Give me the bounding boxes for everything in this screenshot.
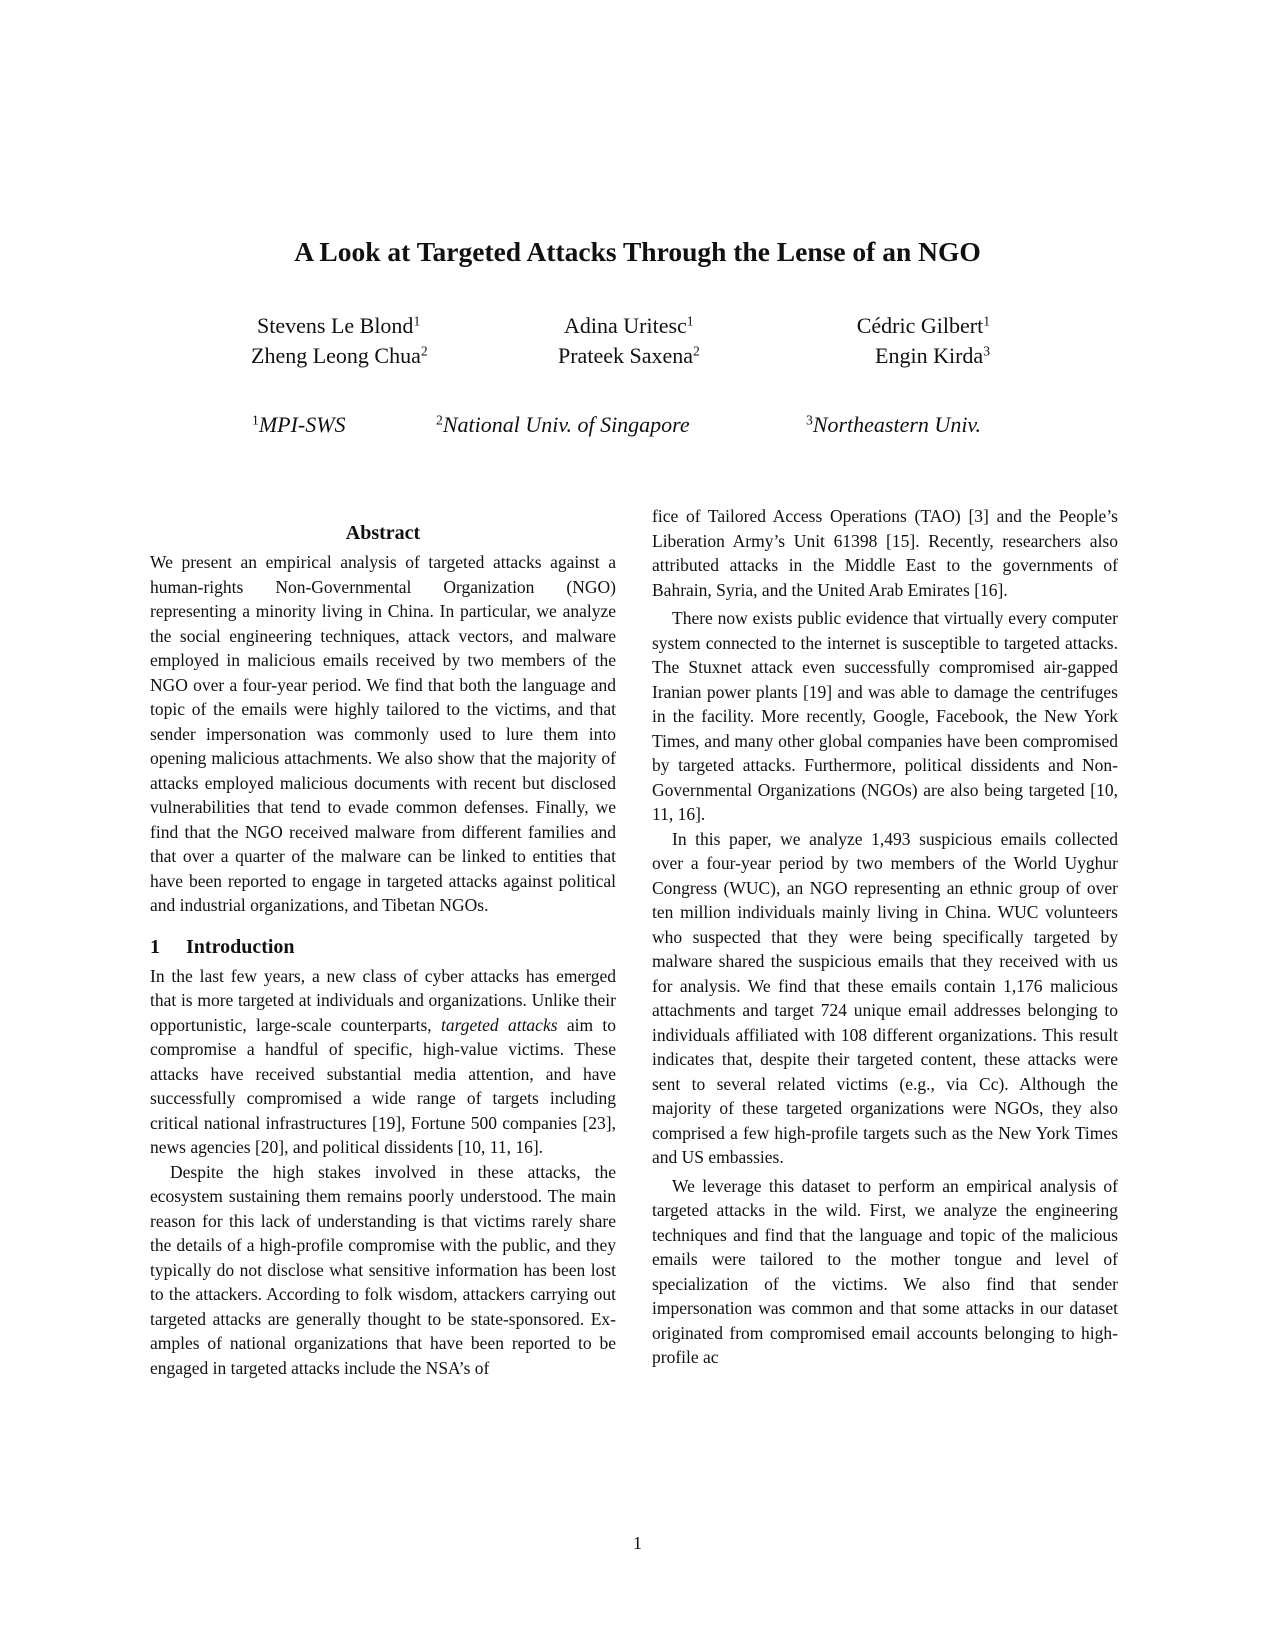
author-name: Cédric Gilbert$^1$: [856, 313, 990, 338]
author-name: Zheng Leong Chua$^2$: [251, 343, 428, 368]
author-block-col3: [857, 311, 990, 371]
page-number: 1: [633, 1533, 642, 1553]
author-name: Engin Kirda$^3$: [875, 343, 990, 368]
emphasis: targeted attacks: [440, 1014, 558, 1035]
author-name: Adina Uritesc$^1$: [564, 313, 694, 338]
paragraph: Despite the high stakes involved in these attacks, the ecosystem sustaining them remains poorly understood. The main reason for this lack of understanding is that victims rarely share the details of a high-profile compromise with the public, and they typically do not disclose what sensitive information has been lost to the attackers. According to folk wisdom, attackers carrying out targeted attacks are generally thought to be state-sponsored. Examples of national organizations that have been reported to be engaged in targeted attacks include the NSA’s of: [150, 1161, 616, 1378]
affiliation: $^2$National Univ. of Singapore: [436, 412, 690, 437]
right-column: [652, 504, 1118, 1370]
section-heading: 1 Introduction: [150, 935, 295, 958]
paragraph: We leverage this dataset to perform an empirical analysis of targeted attacks in the wild. First, we analyze the engineering techniques and find that the language and topic of the malicious emails were tailored to the mother tongue and level of specialization of the victims. We also find that sender impersonation was common and that some attacks in our dataset originated from compromised email accounts belonging to high-profile ac: [652, 1175, 1118, 1367]
paragraph: In the last few years, a new class of cyber attacks has emerged that is more targeted at individuals and organizations. Unlike their opportunistic, large-scale counterparts, targeted attacks aim to compromise a handful of specific, high-value victims. These attacks have received substantial media attention, and have successfully compromised a wide range of targets including critical national infrastructures [19], Fortune 500 companies [23], news agencies [20], and political dissidents [10, 11, 16].: [150, 965, 616, 1157]
paragraph: In this paper, we analyze 1,493 suspicious emails collected over a four-year period by two members of the World Uyghur Congress (WUC), an NGO representing an ethnic group of over ten million individuals mainly living in China. WUC volunteers who suspected that they were being specifically targeted by malware shared the suspicious emails that they received with us for analysis. We find that these emails contain 1,176 malicious attachments and target 724 unique email addresses belonging to individuals affiliated with 108 different organizations. This result indicates that, despite their targeted content, these attacks were sent to several related victims (e.g., via Cc). Although the majority of these targeted organizations were NGOs, they also comprised a few high-profile targets such as the New York Times and US embassies.: [652, 828, 1118, 1167]
author-block-col2: [560, 311, 700, 371]
affiliation: $^1$MPI-SWS: [252, 412, 346, 437]
author-name: Stevens Le Blond$^1$: [257, 313, 421, 338]
abstract-heading: Abstract: [345, 522, 421, 544]
paper-title: A Look at Targeted Attacks Through the Lense of an NGO: [294, 236, 981, 267]
author-name: Prateek Saxena$^2$: [558, 343, 700, 368]
left-column: [150, 520, 616, 1380]
abstract-text: We present an empirical analysis of targeted attacks against a human-rights Non-Governmental Organization (NGO) representing a minority living in China. In particular, we analyze the social engineering techniques, attack vectors, and malware employed in malicious emails received by two members of the NGO over a four-year period. We find that both the language and topic of the emails were highly tailored to the victims, and that sender impersonation was commonly used to lure them into opening malicious attachments. We also show that the majority of attacks employed malicious documents with recent but disclosed vulnerabilities that tend to evade common defenses. Finally, we find that the NGO received malware from different families and that over a quarter of the malware can be linked to entities that have been reported to engage in targeted attacks against political and industrial organizations, and Tibetan NGOs.: [150, 552, 616, 915]
affiliation: $^3$Northeastern Univ.: [806, 412, 982, 437]
paragraph: There now exists public evidence that virtually every computer system connected to the internet is susceptible to targeted attacks. The Stuxnet attack even successfully compromised air-gapped Iranian power plants [19] and was able to damage the centrifuges in the facility. More recently, Google, Facebook, the New York Times, and many other global companies have been compromised by targeted attacks. Furthermore, political dissidents and Non-Governmental Organizations (NGOs) are also being targeted [10, 11, 16].: [652, 608, 1118, 824]
author-block-col1: [251, 311, 428, 371]
paragraph: fice of Tailored Access Operations (TAO) [3] and the People’s Liberation Army’s Unit 61398 [15]. Recently, researchers also attributed attacks in the Middle East to the governments of Bahrain, Syria, and the United Arab Emirates [16].: [652, 506, 1118, 600]
